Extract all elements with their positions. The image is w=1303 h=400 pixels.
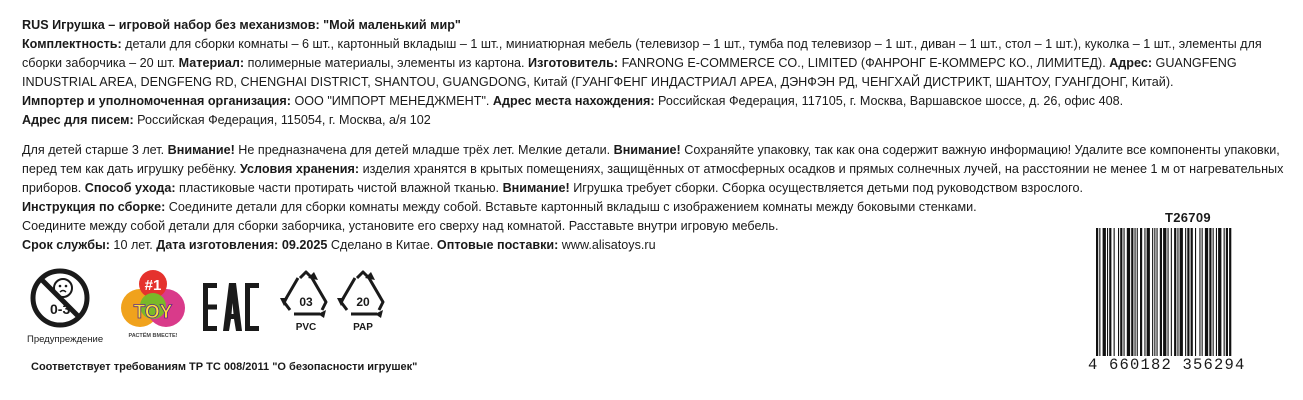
composition-paragraph <box>22 35 1284 92</box>
warning-caption: Предупреждение <box>27 334 104 345</box>
barcode-number: 4 660182 356294 <box>1088 356 1246 374</box>
eac-icon <box>203 283 259 331</box>
recycle-pap-icon <box>335 270 391 334</box>
barcode-bar <box>1135 228 1136 356</box>
barcode-bar <box>1157 228 1158 356</box>
address-label: Адрес: <box>1109 56 1153 70</box>
age-warning-icon <box>30 268 90 328</box>
importer-paragraph <box>22 92 1284 111</box>
recycle-pvc-icon <box>278 270 334 334</box>
barcode-bar <box>1147 228 1150 356</box>
attention-text-3: Игрушка требует сборки. Сборка осуществляется детьми под руководством взрослого. <box>569 181 1083 195</box>
barcode-bar <box>1137 228 1138 356</box>
instructions-text-1: Соедините детали для сборки комнаты между собой. Вставьте картонный вкладыш с изображением комнаты между боковыми стенками. <box>165 200 977 214</box>
care-label: Способ ухода: <box>84 181 176 195</box>
attention-text-1: Не предназначена для детей младше трёх лет. Мелкие детали. <box>234 143 614 157</box>
manufacturer-label: Изготовитель: <box>528 56 619 70</box>
attention-text-2: Сохраняйте упаковку, так как она содержит важную информацию! Удалите все компоненты упаковки, перед тем как дать игрушку ребёнку. <box>22 143 1280 176</box>
barcode-bar <box>1163 228 1166 366</box>
barcode-bar <box>1191 228 1193 356</box>
barcode-bar <box>1218 228 1221 356</box>
service-text: 10 лет. <box>109 238 157 252</box>
barcode-bar <box>1187 228 1189 356</box>
barcode-bar <box>1185 228 1186 356</box>
toy-logo-word: TOY <box>133 302 173 323</box>
product-title: RUS Игрушка – игровой набор без механизмов: "Мой маленький мир" <box>22 18 461 32</box>
conformity-statement: Соответствует требованиям ТР ТС 008/2011 "О безопасности игрушек" <box>31 361 418 373</box>
recycle-pvc-number: 03 <box>299 295 313 309</box>
barcode-bar <box>1168 228 1169 356</box>
barcode-bar <box>1199 228 1200 356</box>
mail-text: Российская Федерация, 115054, г. Москва, а/я 102 <box>133 113 431 127</box>
barcode-bar <box>1103 228 1106 356</box>
material-text: полимерные материалы, элементы из картона. <box>244 56 529 70</box>
care-text: пластиковые части протирать чистой влажной тканью. <box>175 181 503 195</box>
mail-label: Адрес для писем: <box>22 113 134 127</box>
barcode-bar <box>1131 228 1133 356</box>
composition-label: Комплектность: <box>22 37 122 51</box>
address-text: GUANGFENG INDUSTRIAL AREA, DENGFENG RD, CHENGHAI DISTRICT, SHANTOU, GUANGDONG, Китай (ГУАНГФЕНГ ИНДАСТРИАЛ АРЕА, ДЭНФЭН РД, ЧЕНГХАЙ ДИСТРИКТ, ШАНТОУ, ГУАНГДОНГ, Китай). <box>22 56 1237 89</box>
barcode-bar <box>1216 228 1217 356</box>
recycle-pap-number: 20 <box>356 295 370 309</box>
barcode-bar <box>1140 228 1142 356</box>
instructions-label: Инструкция по сборке: <box>22 200 166 214</box>
age-text: Для детей старше 3 лет. <box>22 143 168 157</box>
barcode-bar <box>1205 228 1208 356</box>
composition-text: детали для сборки комнаты – 6 шт., картонный вкладыш – 1 шт., миниатюрная мебель (телевизор – 1 шт., тумба под телевизор – 1 шт., диван – 1 шт., стол – 1 шт.), куколка – 1 шт., элементы для сборки заборчика – 20 шт. <box>22 37 1262 70</box>
sku-code: T26709 <box>1165 210 1211 225</box>
instructions-continued: Соедините между собой детали для сборки заборчика, установите его сверху над комнатой. Расставьте внутри игровую мебель. <box>22 219 779 233</box>
mail-paragraph <box>22 111 1284 130</box>
barcode-bar <box>1127 228 1130 356</box>
barcode-bar <box>1096 228 1098 366</box>
location-label: Адрес места нахождения: <box>492 94 655 108</box>
barcode-bar <box>1107 228 1108 356</box>
barcode-bar <box>1177 228 1178 356</box>
barcode-bar <box>1152 228 1153 356</box>
barcode-bar <box>1118 228 1119 356</box>
barcode-bar <box>1099 228 1100 366</box>
wholesale-label: Оптовые поставки: <box>436 238 559 252</box>
barcode-bar <box>1226 228 1228 356</box>
location-text: Российская Федерация, 117105, г. Москва, Варшавское шоссе, д. 26, офис 408. <box>654 94 1124 108</box>
toy-logo-tagline: РАСТЁМ ВМЕСТЕ! <box>128 333 178 339</box>
barcode-bar <box>1171 228 1172 356</box>
storage-text: изделия хранятся в крытых помещениях, защищённых от атмосферных осадков и прямых солнечных лучей, на расстоянии не менее 1 м от нагревательных приборов. <box>22 162 1284 195</box>
instructions-paragraph <box>22 198 1284 217</box>
material-label: Материал: <box>178 56 245 70</box>
barcode-bar <box>1144 228 1145 356</box>
barcode-bar <box>1160 228 1162 366</box>
wholesale-text: www.alisatoys.ru <box>558 238 656 252</box>
attention-label-1: Внимание! <box>167 143 235 157</box>
service-label: Срок службы: <box>22 238 110 252</box>
product-info-block <box>22 16 1284 130</box>
importer-label: Импортер и уполномоченная организация: <box>22 94 291 108</box>
made-in-text: Сделано в Китае. <box>327 238 437 252</box>
toy-logo-icon <box>118 268 188 340</box>
toy-logo-number: #1 <box>144 277 162 294</box>
importer-text: ООО "ИМПОРТ МЕНЕДЖМЕНТ". <box>290 94 493 108</box>
barcode-bar <box>1180 228 1183 356</box>
attention-label-2: Внимание! <box>613 143 681 157</box>
warnings-paragraph <box>22 141 1284 198</box>
recycle-pap-code: PAP <box>353 322 373 333</box>
barcode-bar <box>1209 228 1211 356</box>
barcode-bar <box>1120 228 1122 356</box>
barcode-bar <box>1174 228 1176 356</box>
recycle-pvc-code: PVC <box>295 322 317 333</box>
age-range-text: 0-3 <box>50 301 71 317</box>
barcode-bar <box>1109 228 1111 356</box>
barcode-bar <box>1114 228 1115 356</box>
barcode-bar <box>1154 228 1155 356</box>
barcode-bar <box>1195 228 1196 356</box>
barcode-bar <box>1224 228 1225 356</box>
barcode-bar <box>1213 228 1214 356</box>
manufacturer-text: FANRONG E-COMMERCE CO., LIMITED (ФАНРОНГ Е-КОММЕРС КО., ЛИМИТЕД). <box>618 56 1110 70</box>
barcode-bar <box>1202 228 1203 356</box>
barcode-bar <box>1124 228 1125 356</box>
attention-label-3: Внимание! <box>502 181 570 195</box>
barcode-bar <box>1229 228 1231 366</box>
manufacture-date-label: Дата изготовления: 09.2025 <box>156 238 328 252</box>
barcode-icon <box>1094 228 1272 366</box>
storage-label: Условия хранения: <box>239 162 360 176</box>
